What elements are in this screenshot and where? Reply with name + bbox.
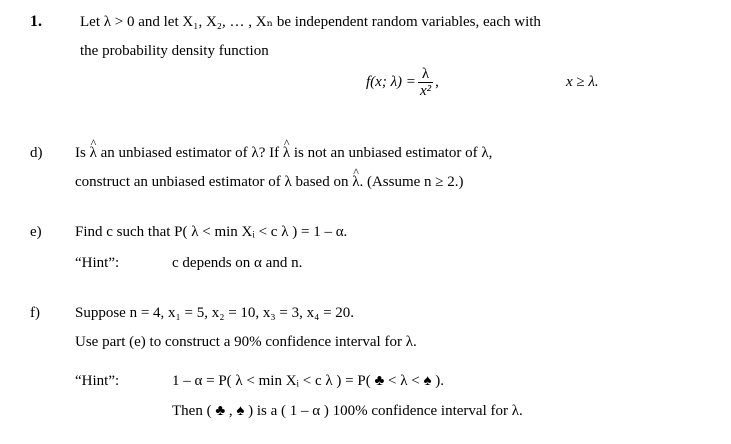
- pdf-denominator: x²: [419, 82, 432, 99]
- part-f-line2: Use part (e) to construct a 90% confidence interval for λ.: [75, 334, 417, 350]
- pdf-lhs: f(x; λ) =: [366, 73, 416, 90]
- part-d-text-assume: . (Assume n ≥ 2.): [359, 174, 464, 190]
- pdf-fraction: [418, 66, 433, 99]
- pdf-domain: x ≥ λ.: [566, 74, 599, 90]
- part-f-hint-label: “Hint”:: [75, 373, 120, 389]
- intro-text-andlet: and let: [138, 14, 179, 30]
- part-f-label: f): [30, 305, 40, 321]
- part-d-text-not-unbiased: is not an unbiased estimator of λ,: [293, 145, 493, 161]
- part-f-line1: Suppose n = 4, x₁ = 5, x₂ = 10, x₃ = 3, x₄ = 20.: [75, 305, 355, 321]
- part-e-hint-label: “Hint”:: [75, 255, 120, 271]
- intro-random-variables: X₁, X₂, … , Xₙ: [182, 14, 274, 30]
- part-f-hint-line1: 1 – α = P( λ < min Xᵢ < c λ ) = P( ♣ < λ < ♠ ).: [172, 373, 444, 389]
- problem-intro-line2: the probability density function: [80, 43, 269, 59]
- lambda-hat-symbol: ^ λ: [352, 175, 359, 190]
- part-e-label: e): [30, 224, 42, 240]
- pdf-numerator: λ: [421, 65, 430, 82]
- part-d-text-construct: construct an unbiased estimator of λ based on: [75, 174, 349, 190]
- problem-number: 1.: [30, 13, 42, 30]
- lambda-hat-symbol: ^ λ: [283, 146, 290, 161]
- part-e-line1: Find c such that P( λ < min Xᵢ < c λ ) = 1 – α.: [75, 224, 348, 240]
- pdf-formula: [366, 62, 439, 102]
- part-d-line2: [75, 175, 464, 190]
- part-d-line1: [75, 146, 492, 161]
- lambda-hat-symbol: ^ λ: [90, 146, 97, 161]
- intro-text-independent: be independent random variables, each with: [276, 14, 541, 30]
- pdf-comma: ,: [435, 73, 439, 90]
- part-d-text-unbiased: an unbiased estimator of λ? If: [100, 145, 280, 161]
- part-e-hint-text: c depends on α and n.: [172, 255, 303, 271]
- part-d-text-is: Is: [75, 145, 86, 161]
- part-d-label: d): [30, 145, 43, 161]
- problem-intro-line1: [80, 15, 541, 30]
- intro-text-let: Let: [80, 14, 100, 30]
- intro-lambda-condition: λ > 0: [103, 14, 135, 30]
- part-f-hint-line2: Then ( ♣ , ♠ ) is a ( 1 – α ) 100% confidence interval for λ.: [172, 403, 523, 419]
